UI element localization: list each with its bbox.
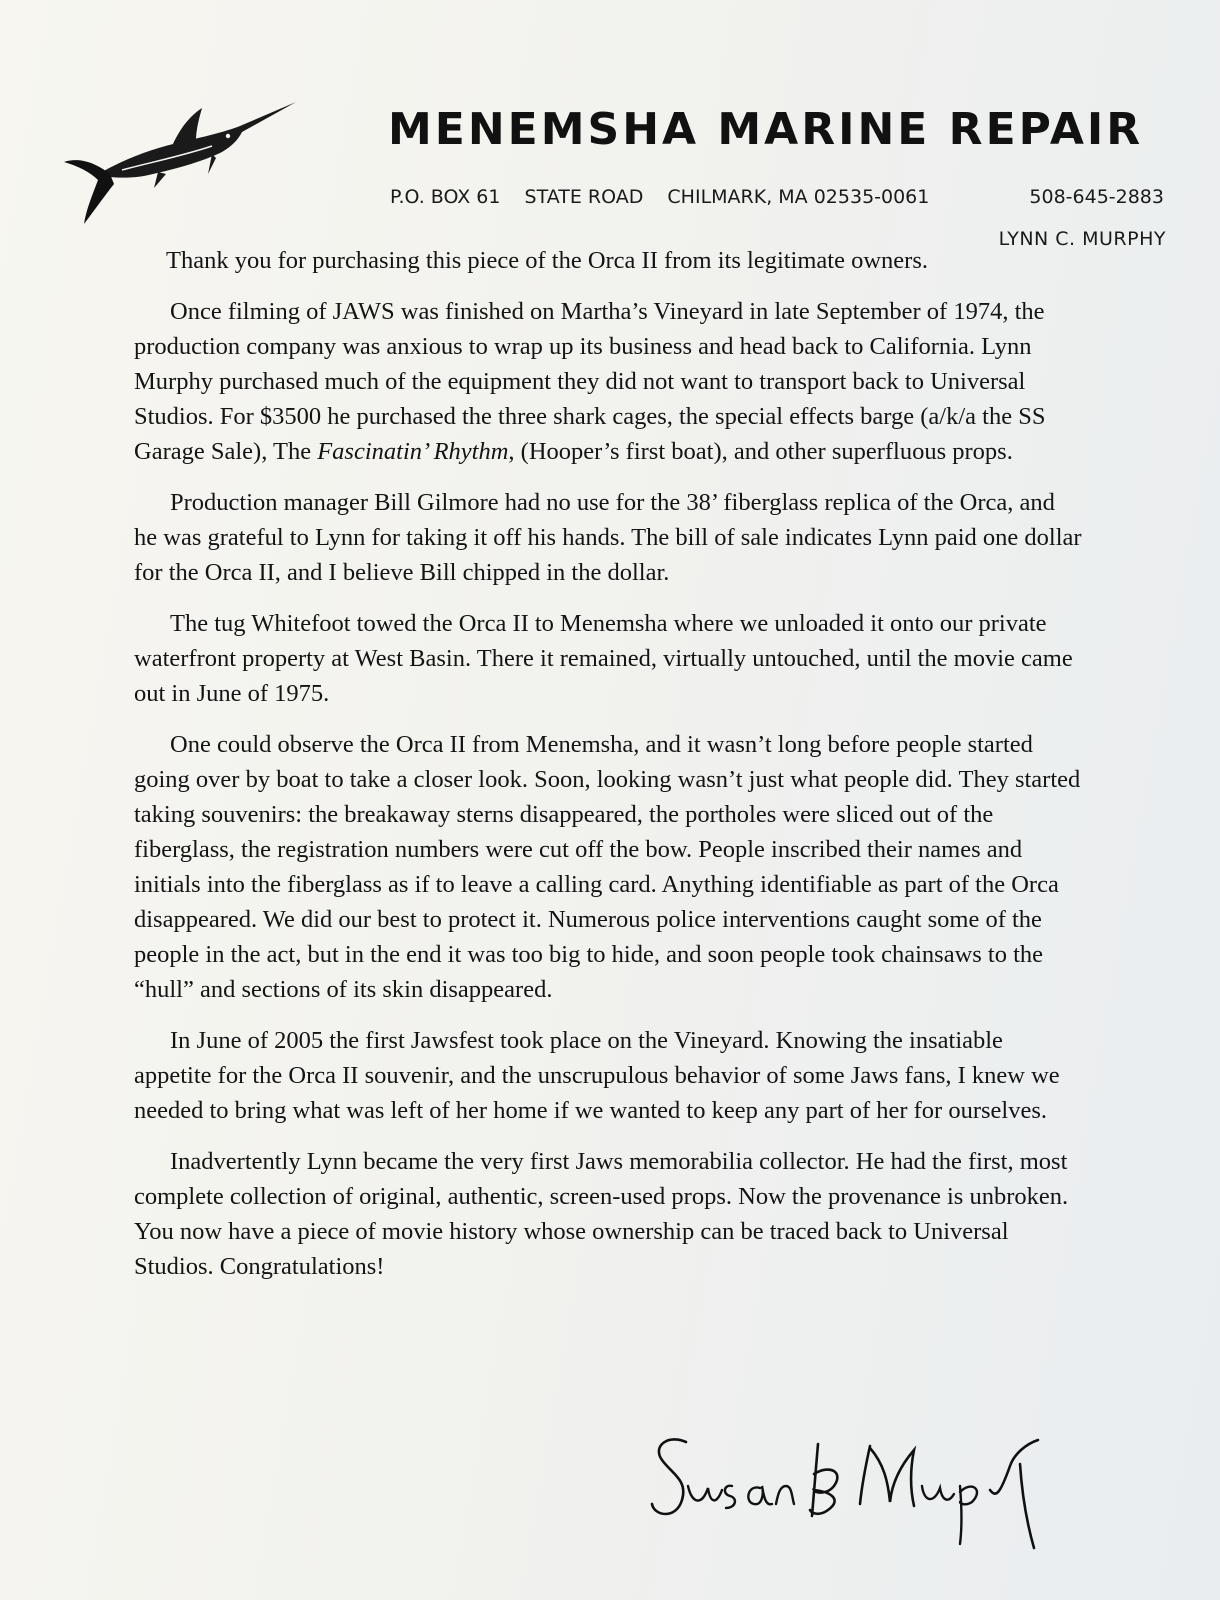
paragraph-2-part-1: Once filming of JAWS was finished on Martha’s Vineyard in late September of 1974, the production company was anxious to wrap up its business and head back to California. Lynn Murphy purchased much of the equipment they did not want to transport back to Universal Studios. For $3500 he purchased the three shark cages, the special effects barge (a/k/a the SS Garage Sale), The	[134, 298, 1046, 465]
boat-name: Fascinatin’ Rhythm	[317, 438, 509, 465]
paragraph-7: Inadvertently Lynn became the very first Jaws memorabilia collector. He had the first, most complete collection of original, authentic, screen-used props. Now the provenance is unbroken. You now have a piece of movie history whose ownership can be traced back to Universal Studios. Congratulations!	[134, 1148, 1069, 1280]
paragraph-6: In June of 2005 the first Jawsfest took place on the Vineyard. Knowing the insatiable appetite for the Orca II souvenir, and the unscrupulous behavior of some Jaws fans, I knew we needed to bring what was left of her home if we wanted to keep any part of her for ourselves.	[134, 1027, 1060, 1124]
swordfish-logo-icon	[62, 100, 302, 230]
address-line	[390, 186, 1164, 208]
owner-name: LYNN C. MURPHY	[998, 228, 1166, 250]
company-name: MENEMSHA MARINE REPAIR	[388, 104, 1144, 155]
paragraph-2	[134, 294, 1082, 469]
paragraph-5: One could observe the Orca II from Menemsha, and it wasn’t long before people started going over by boat to take a closer look. Soon, looking wasn’t just what people did. They started taking souvenirs: the breakaway sterns disappeared, the portholes were sliced out of the fiberglass, the registration numbers were cut off the bow. People inscribed their names and initials into the fiberglass as if to leave a calling card. Anything identifiable as part of the Orca disappeared. We did our best to protect it. Numerous police interventions caught some of the people in the act, but in the end it was too big to hide, and soon people took chainsaws to the “hull” and sections of its skin disappeared.	[134, 731, 1081, 1003]
paragraph-1: Thank you for purchasing this piece of the Orca II from its legitimate owners.	[166, 247, 928, 274]
address-block	[390, 186, 947, 208]
handwritten-signature	[648, 1424, 1058, 1554]
street: STATE ROAD	[524, 186, 644, 208]
paragraph-2-part-2: , (Hooper’s first boat), and other superfluous props.	[508, 438, 1013, 465]
city-state-zip: CHILMARK, MA 02535-0061	[667, 186, 930, 208]
letter-body	[134, 243, 1082, 1300]
paragraph-4: The tug Whitefoot towed the Orca II to Menemsha where we unloaded it onto our private waterfront property at West Basin. There it remained, virtually untouched, until the movie came out in June of 1975.	[134, 610, 1073, 707]
paragraph-3: Production manager Bill Gilmore had no use for the 38’ fiberglass replica of the Orca, and he was grateful to Lynn for taking it off his hands. The bill of sale indicates Lynn paid one dollar for the Orca II, and I believe Bill chipped in the dollar.	[134, 489, 1082, 586]
phone-number: 508-645-2883	[1029, 186, 1164, 208]
po-box: P.O. BOX 61	[390, 186, 501, 208]
